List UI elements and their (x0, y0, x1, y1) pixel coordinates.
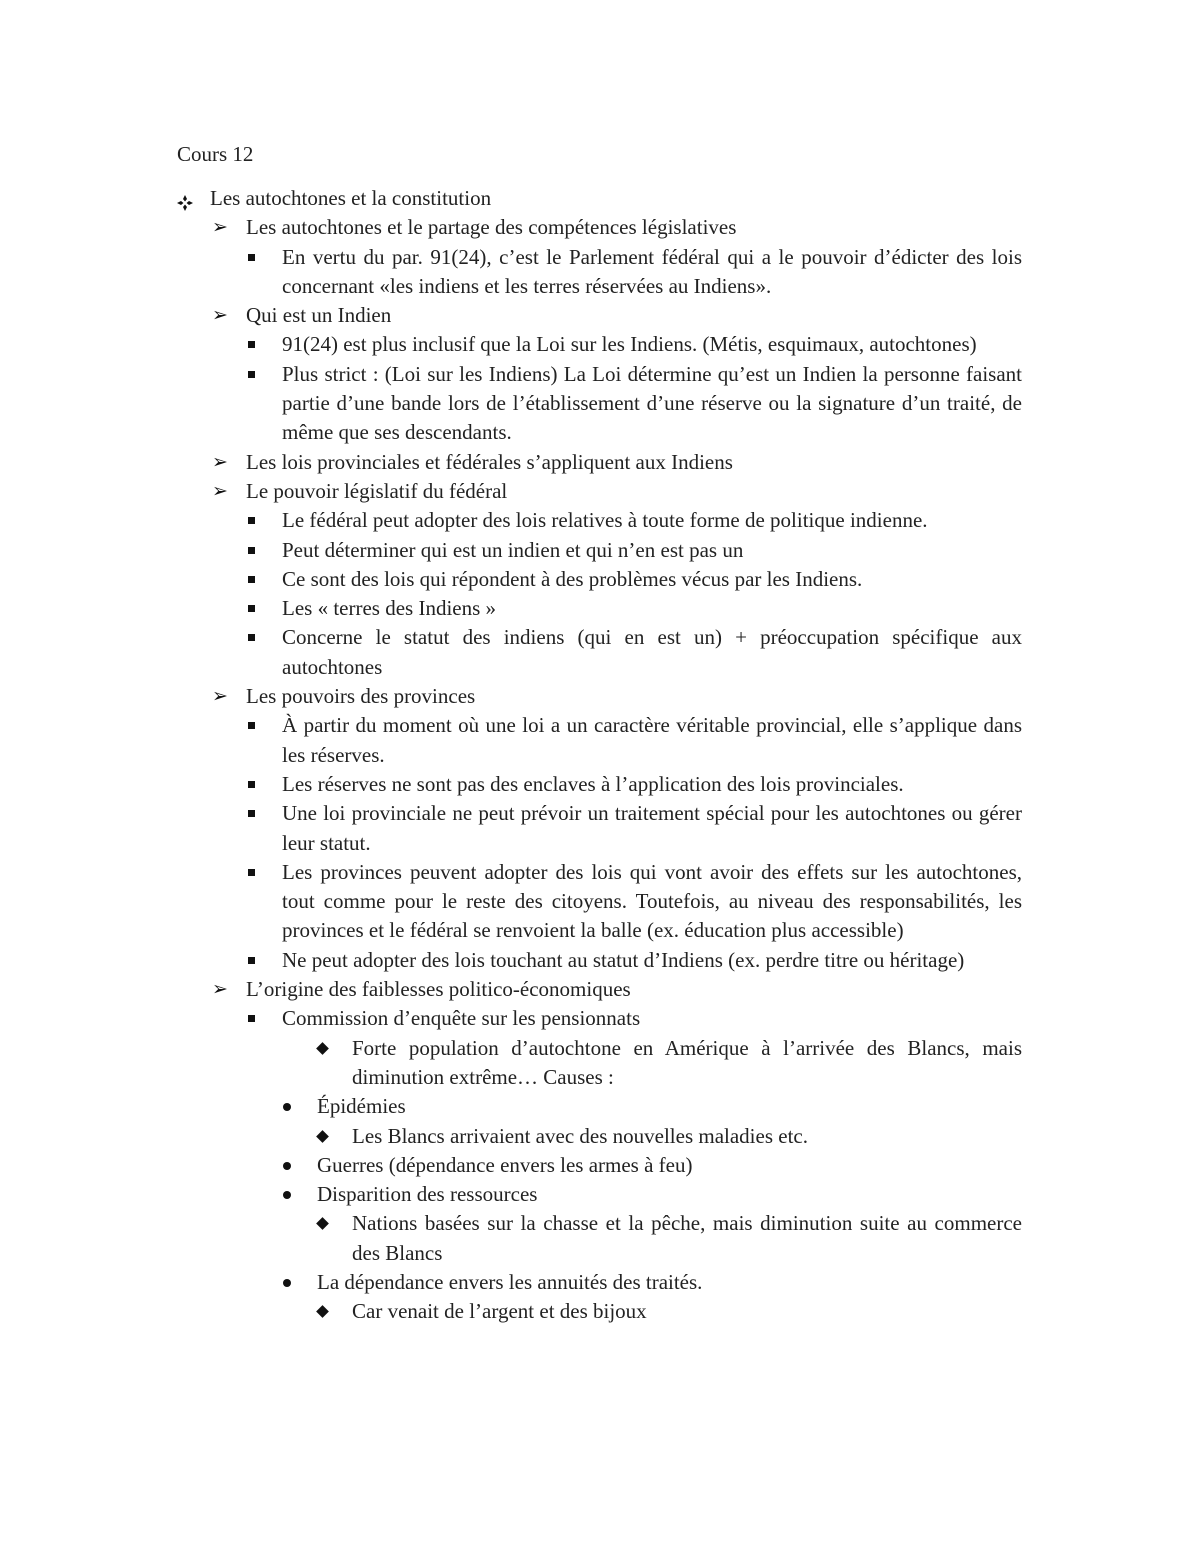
list-item (0, 711, 1200, 770)
list-item (0, 565, 1200, 594)
item-text: L’origine des faiblesses politico-économiques (246, 977, 631, 1002)
list-item (0, 799, 1200, 858)
item-text: Le pouvoir législatif du fédéral (246, 478, 508, 503)
square-bullet-icon (248, 1015, 255, 1022)
item-text: Forte population d’autochtone en Amérique à l’arrivée des Blancs, mais diminution extrême… Causes : (352, 1035, 1022, 1089)
item-text: Guerres (dépendance envers les armes à feu) (317, 1152, 693, 1177)
square-bullet-icon (248, 605, 255, 612)
square-bullet-icon (248, 517, 255, 524)
list-item (0, 360, 1200, 448)
arrow-bullet-icon: ➢ (212, 305, 228, 327)
document-title: Cours 12 (177, 142, 254, 166)
square-bullet-icon (248, 957, 255, 964)
list-item (0, 1004, 1200, 1033)
square-bullet-icon (248, 869, 255, 876)
list-item (0, 858, 1200, 946)
item-text: Disparition des ressources (317, 1182, 538, 1207)
diamond-bullet-icon (316, 1305, 329, 1318)
round-bullet-icon (283, 1191, 291, 1199)
item-text: Nations basées sur la chasse et la pêche, mais diminution suite au commerce des Blancs (352, 1211, 1022, 1265)
round-bullet-icon (283, 1162, 291, 1170)
list-item (0, 301, 1200, 330)
list-item (0, 1151, 1200, 1180)
list-item (0, 623, 1200, 682)
list-item (0, 477, 1200, 506)
item-text: La dépendance envers les annuités des traités. (317, 1269, 703, 1294)
item-text: Le fédéral peut adopter des lois relatives à toute forme de politique indienne. (282, 508, 928, 533)
arrow-bullet-icon: ➢ (212, 979, 228, 1001)
round-bullet-icon (283, 1279, 291, 1287)
item-text: Qui est un Indien (246, 303, 392, 328)
item-text: Peut déterminer qui est un indien et qui n’en est pas un (282, 537, 744, 562)
item-text: Plus strict : (Loi sur les Indiens) La Loi détermine qu’est un Indien la personne faisant partie d’une bande lors de l’établissement d’une réserve ou la signature d’un traité, de même que ses descendants. (282, 361, 1022, 445)
item-text: Les « terres des Indiens » (282, 596, 497, 621)
list-item (0, 1268, 1200, 1297)
item-text: Les autochtones et la constitution (210, 186, 492, 210)
item-text: En vertu du par. 91(24), c’est le Parlement fédéral qui a le pouvoir d’édicter des lois concernant «les indiens et les terres réservées au Indiens». (282, 244, 1022, 298)
list-item (0, 448, 1200, 477)
list-item (0, 243, 1200, 302)
item-text: Car venait de l’argent et des bijoux (352, 1299, 647, 1324)
square-bullet-icon (248, 810, 255, 817)
square-bullet-icon (248, 634, 255, 641)
item-text: 91(24) est plus inclusif que la Loi sur les Indiens. (Métis, esquimaux, autochtones) (282, 332, 977, 357)
item-text: Commission d’enquête sur les pensionnats (282, 1006, 641, 1031)
item-text: Épidémies (317, 1094, 406, 1119)
square-bullet-icon (248, 576, 255, 583)
list-item (0, 536, 1200, 565)
item-text: Ce sont des lois qui répondent à des problèmes vécus par les Indiens. (282, 566, 863, 591)
diamond-bullet-icon (316, 1130, 329, 1143)
item-text: Les provinces peuvent adopter des lois qui vont avoir des effets sur les autochtones, tout comme pour le reste des citoyens. Toutefois, au niveau des responsabilités, les provinces et le fédéral se renvoient la balle (ex. éducation plus accessible) (282, 859, 1022, 943)
arrow-bullet-icon: ➢ (212, 451, 228, 473)
item-text: À partir du moment où une loi a un caractère véritable provincial, elle s’applique dans les réserves. (282, 713, 1022, 767)
list-item (0, 975, 1200, 1004)
list-item (0, 184, 1200, 213)
outline-list (0, 184, 1200, 1327)
square-bullet-icon (248, 781, 255, 788)
list-item (0, 213, 1200, 242)
item-text: Les lois provinciales et fédérales s’appliquent aux Indiens (246, 449, 733, 474)
list-item (0, 1297, 1200, 1326)
arrow-bullet-icon: ➢ (212, 217, 228, 239)
list-item (0, 1209, 1200, 1268)
list-item (0, 506, 1200, 535)
square-bullet-icon (248, 371, 255, 378)
list-item (0, 1180, 1200, 1209)
arrow-bullet-icon: ➢ (212, 480, 228, 502)
item-text: Les réserves ne sont pas des enclaves à l’application des lois provinciales. (282, 771, 904, 796)
list-item (0, 1034, 1200, 1093)
square-bullet-icon (248, 547, 255, 554)
item-text: Les pouvoirs des provinces (246, 684, 476, 709)
list-item (0, 330, 1200, 359)
four-diamond-bullet-icon (177, 191, 193, 207)
round-bullet-icon (283, 1103, 291, 1111)
item-text: Les Blancs arrivaient avec des nouvelles maladies etc. (352, 1123, 808, 1148)
list-item (0, 770, 1200, 799)
arrow-bullet-icon: ➢ (212, 686, 228, 708)
list-item (0, 594, 1200, 623)
list-item (0, 1092, 1200, 1121)
item-text: Les autochtones et le partage des compétences législatives (246, 215, 737, 240)
list-item (0, 682, 1200, 711)
square-bullet-icon (248, 341, 255, 348)
item-text: Ne peut adopter des lois touchant au statut d’Indiens (ex. perdre titre ou héritage) (282, 947, 965, 972)
square-bullet-icon (248, 254, 255, 261)
square-bullet-icon (248, 722, 255, 729)
item-text: Concerne le statut des indiens (qui en est un) + préoccupation spécifique aux autochtones (282, 625, 1022, 679)
diamond-bullet-icon (316, 1218, 329, 1231)
list-item (0, 1122, 1200, 1151)
diamond-bullet-icon (316, 1042, 329, 1055)
list-item (0, 946, 1200, 975)
item-text: Une loi provinciale ne peut prévoir un traitement spécial pour les autochtones ou gérer leur statut. (282, 801, 1022, 855)
